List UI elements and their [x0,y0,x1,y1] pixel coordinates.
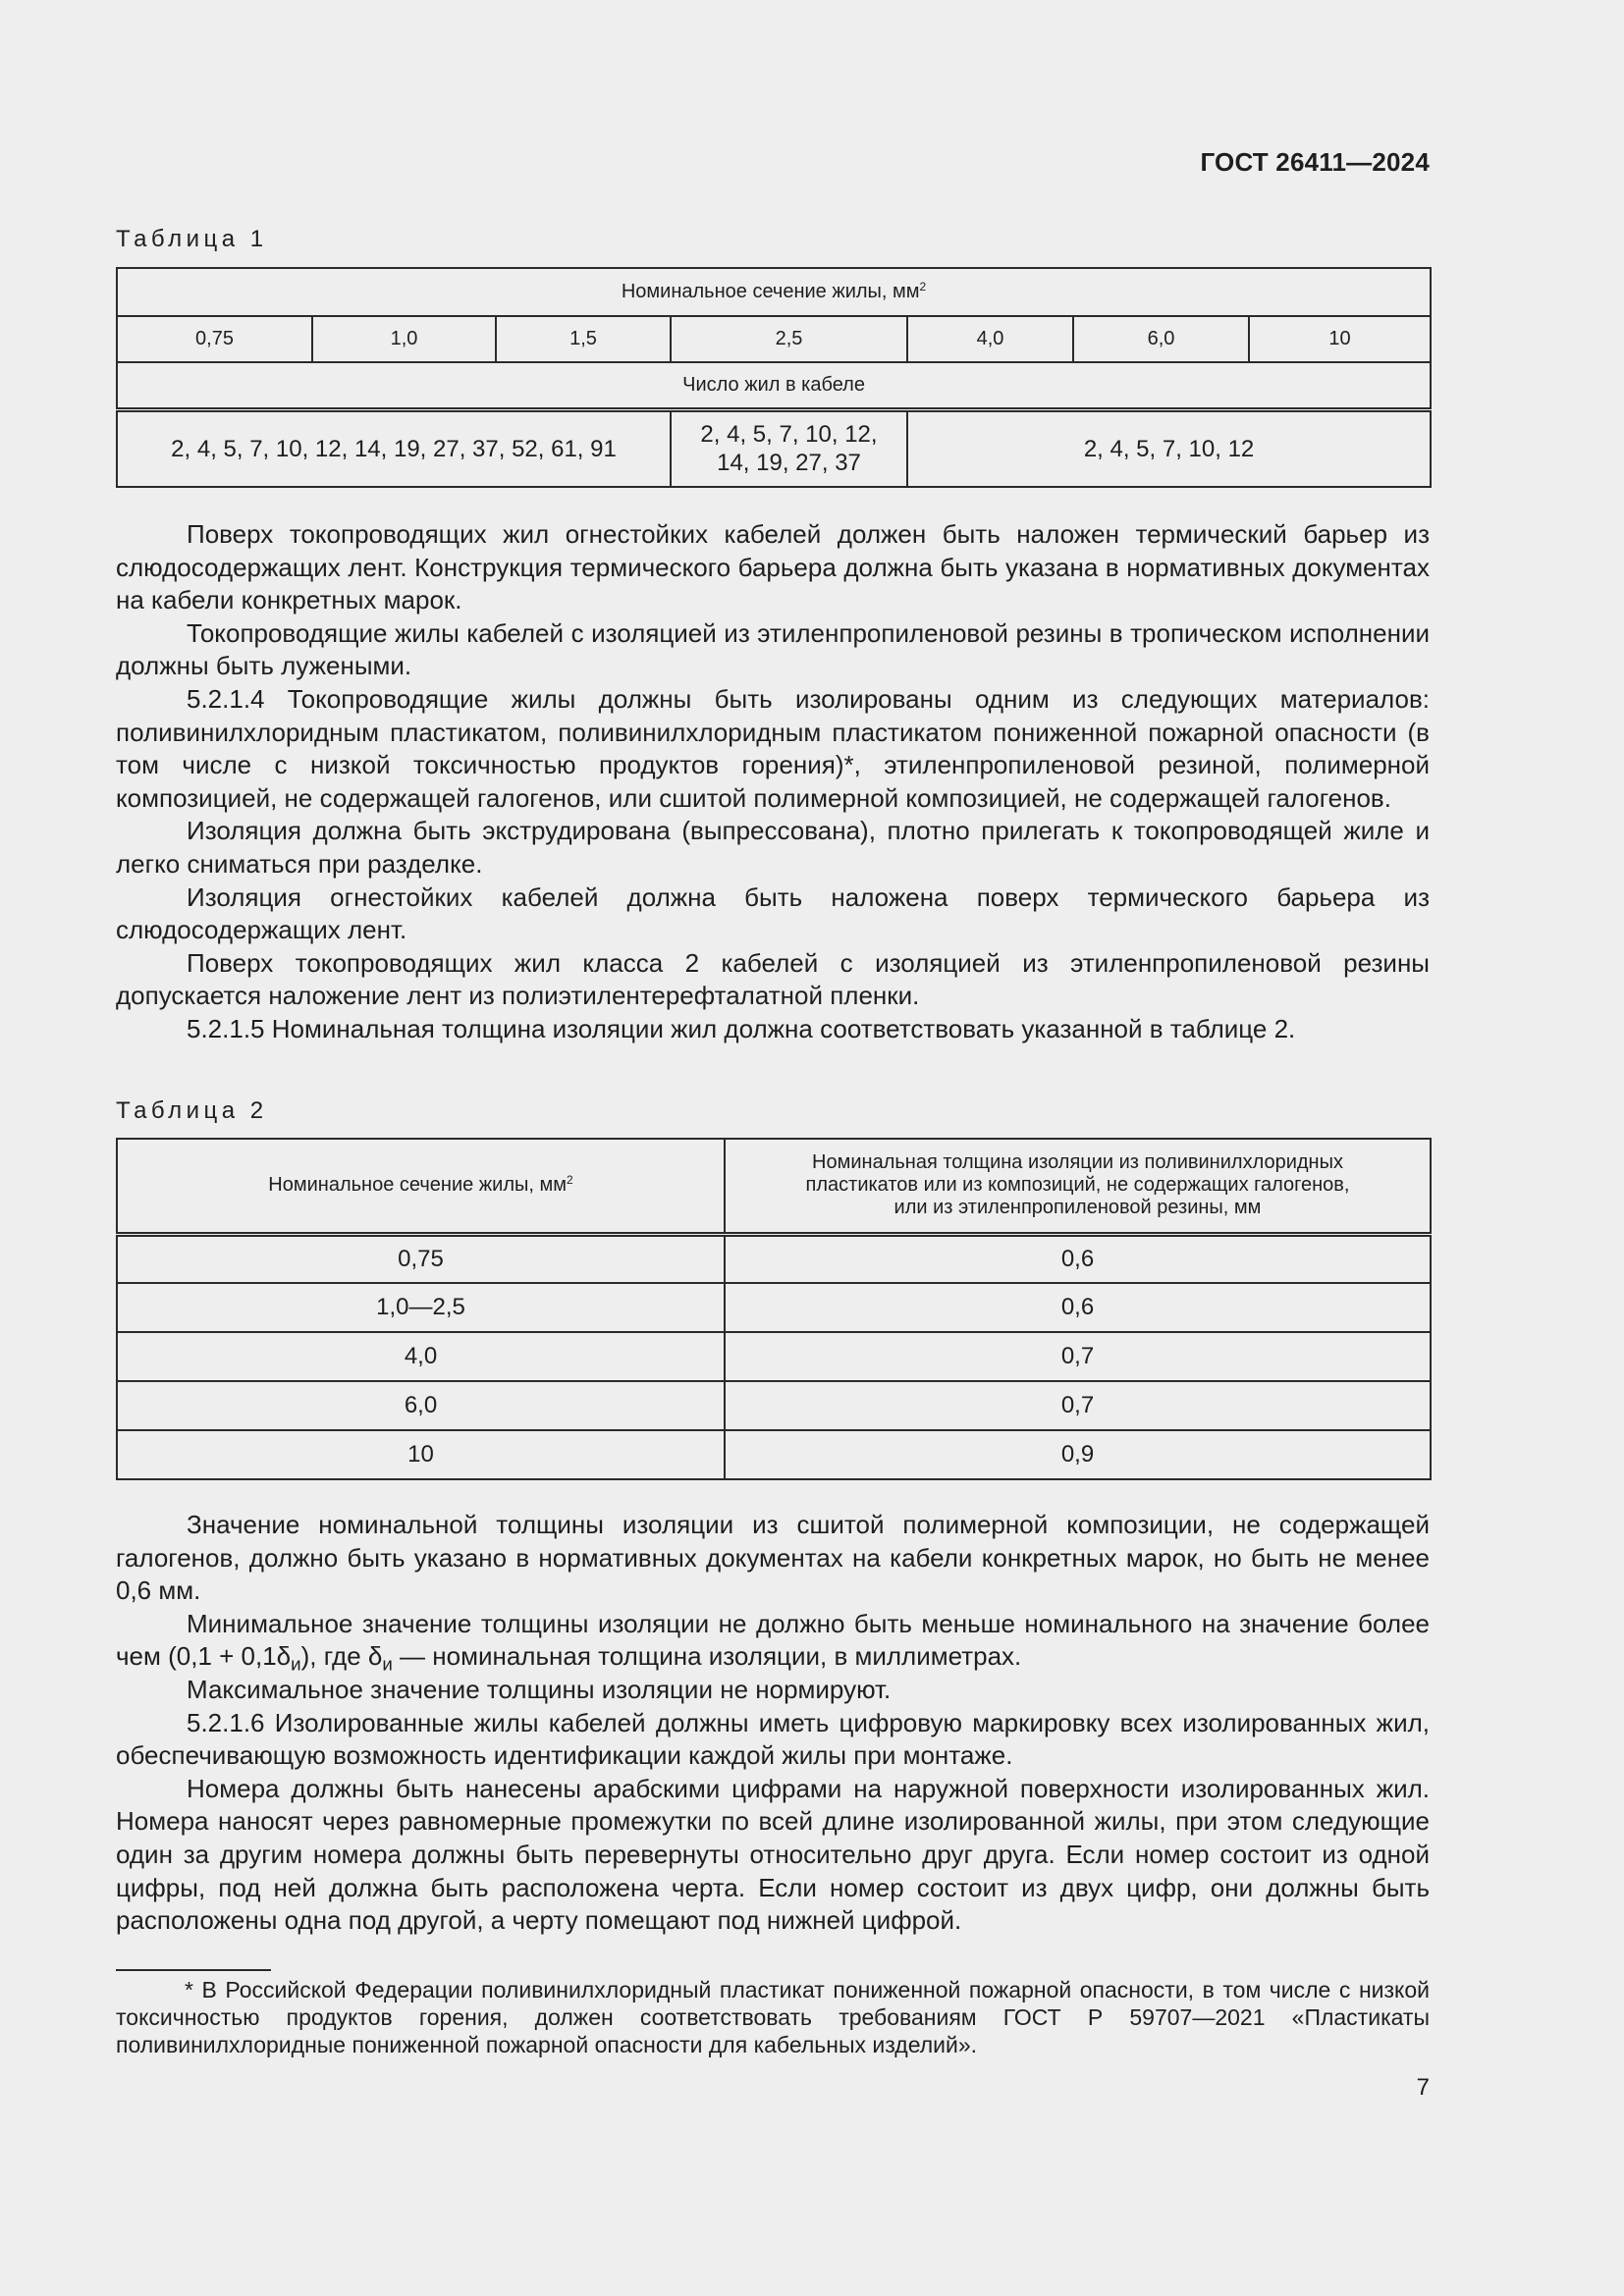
footnote [116,1976,1430,2058]
table1-cores-row [117,409,1431,487]
table1-section-cell: 0,75 [117,316,312,362]
table1-section-cell: 1,0 [312,316,496,362]
table1-section-cell: 6,0 [1073,316,1249,362]
table2-thickness-cell: 0,6 [725,1283,1431,1332]
table1-cores-header-row [117,362,1431,409]
table1-caption: Таблица 1 [116,226,268,252]
paragraph: Значение номинальной толщины изоляции из сшитой полимерной композиции, не содержащей галогенов, должно быть указано в нормативных документах на кабели конкретных марок, но быть не менее 0,6 мм. [116,1510,1430,1606]
paragraph: 5.2.1.4 Токопроводящие жилы должны быть изолированы одним из следующих материалов: поливинилхлоридным пластикатом, поливинилхлоридным пластикатом пониженной пожарной опасности (в том числе с низкой токсичностью продуктов горения)*, этиленпропиленовой резиной, полимерной композицией, не содержащей галогенов, или сшитой полимерной композицией, не содержащей галогенов. [116,683,1430,813]
paragraph: Номера должны быть нанесены арабскими цифрами на наружной поверхности изолированных жил. Номера наносят через равномерные промежутки по всей длине изолированной жилы, при этом следующие один за другим номера должны быть перевернуты относительно друг друга. Если номер состоит из одной цифры, под ней должна быть расположена черта. Если номер состоит из двух цифр, они должны быть расположены одна под другой, а черту помещают под нижней цифрой. [116,1773,1430,1936]
table-row [117,1234,1431,1283]
table1-cores-cell: 2, 4, 5, 7, 10, 12, 14, 19, 27, 37 [671,409,907,487]
table2-col2-header: Номинальная толщина изоляции из поливинилхлоридных пластикатов или из композиций, не содержащих галогенов, или из этиленпропиленовой резины, мм [725,1139,1431,1234]
table1 [116,267,1432,488]
table2-header-row [117,1139,1431,1234]
paragraph: Токопроводящие жилы кабелей с изоляцией из этиленпропиленовой резины в тропическом исполнении должны быть лужеными. [116,617,1430,681]
document-page [116,0,1430,2296]
table2 [116,1138,1432,1480]
paragraph: 5.2.1.5 Номинальная толщина изоляции жил должна соответствовать указанной в таблице 2. [187,1013,1296,1043]
paragraph: Изоляция должна быть экструдирована (выпрессована), плотно прилегать к токопроводящей жиле и легко сниматься при разделке. [116,816,1430,879]
table2-caption: Таблица 2 [116,1097,268,1124]
table1-section-cell: 2,5 [671,316,907,362]
table2-thickness-cell: 0,9 [725,1430,1431,1479]
footnote-text: * В Российской Федерации поливинилхлоридный пластикат пониженной пожарной опасности, в том числе с низкой токсичностью продуктов горения, должен соответствовать требованиям ГОСТ Р 59707—2021 «Пластикаты поливинилхлоридные пониженной пожарной опасности для кабельных изделий». [116,1977,1430,2057]
table2-section-cell: 1,0—2,5 [117,1283,725,1332]
text-block-2 [116,1509,1430,1938]
table1-cores-header: Число жил в кабеле [117,362,1431,409]
table1-cores-cell: 2, 4, 5, 7, 10, 12 [907,409,1431,487]
paragraph: 5.2.1.6 Изолированные жилы кабелей должны иметь цифровую маркировку всех изолированных жил, обеспечивающую возможность идентификации каждой жилы при монтаже. [116,1707,1430,1771]
paragraph: Поверх токопроводящих жил класса 2 кабелей с изоляцией из этиленпропиленовой резины допускается наложение лент из полиэтилентерефталатной пленки. [116,947,1430,1011]
table1-section-cell: 10 [1249,316,1431,362]
table-row [117,1283,1431,1332]
table1-section-cell: 4,0 [907,316,1073,362]
table2-section-cell: 4,0 [117,1332,725,1381]
table2-thickness-cell: 0,7 [725,1381,1431,1430]
table2-section-cell: 10 [117,1430,725,1479]
paragraph: Поверх токопроводящих жил огнестойких кабелей должен быть наложен термический барьер из слюдосодержащих лент. Конструкция термического барьера должна быть указана в нормативных документах на кабели конкретных марок. [116,519,1430,615]
table-row [117,1430,1431,1479]
table2-thickness-cell: 0,6 [725,1234,1431,1283]
paragraph: Изоляция огнестойких кабелей должна быть наложена поверх термического барьера из слюдосодержащих лент. [116,881,1430,945]
table2-section-cell: 6,0 [117,1381,725,1430]
table2-section-cell: 0,75 [117,1234,725,1283]
table1-section-cell: 1,5 [496,316,671,362]
paragraph: Максимальное значение толщины изоляции не нормируют. [187,1674,892,1704]
table2-col1-header: Номинальное сечение жилы, $мм^2$ [117,1139,725,1234]
footnote-divider [116,1969,271,1971]
table2-thickness-cell: 0,7 [725,1332,1431,1381]
paragraph: Минимальное значение толщины изоляции не должно быть меньше номинального на значение более чем $(0,1 + 0,1\delta_и)$, где $\delta_и$ — номинальная толщина изоляции, в миллиметрах. [116,1608,1430,1675]
table-row [117,1332,1431,1381]
table1-sections-row [117,316,1431,362]
table1-cores-cell: 2, 4, 5, 7, 10, 12, 14, 19, 27, 37, 52, 61, 91 [117,409,671,487]
page-number: 7 [1416,2074,1430,2101]
standard-code: ГОСТ 26411—2024 [1200,147,1430,177]
text-block-1 [116,518,1430,1046]
table1-section-header: Номинальное сечение жилы, $мм^2$ [117,268,1431,316]
table-row [117,1381,1431,1430]
table1-header-row [117,268,1431,316]
